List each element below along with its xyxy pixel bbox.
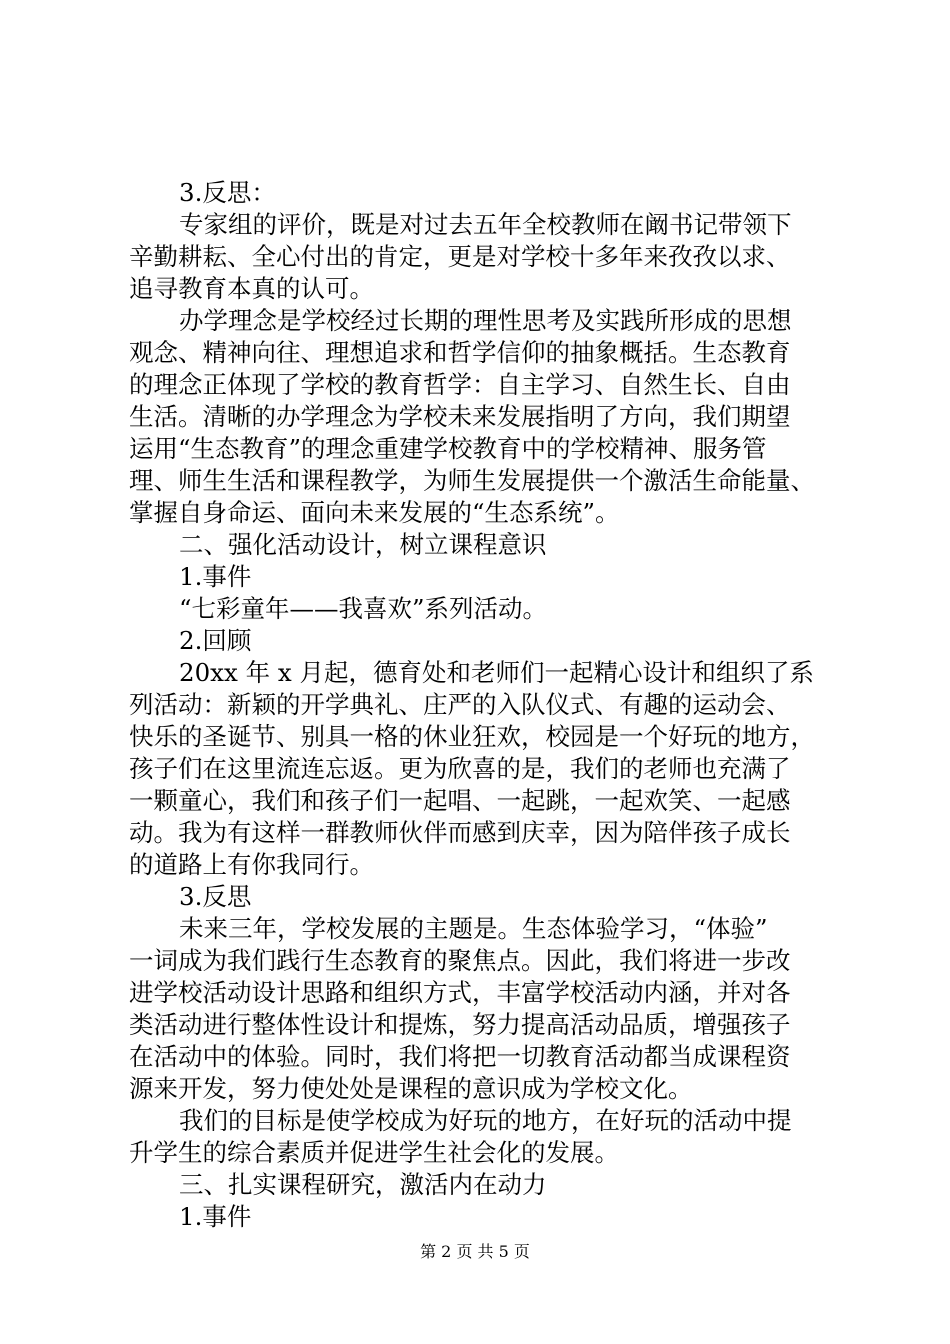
text-line <box>0 817 950 849</box>
text-line <box>0 1105 950 1137</box>
line-text: 源来开发，努力使处处是课程的意识成为学校文化。 <box>129 1074 693 1103</box>
line-text: 1.事件 <box>179 1202 252 1231</box>
text-line <box>0 209 950 241</box>
text-line <box>0 401 950 433</box>
line-text: 的道路上有你我同行。 <box>129 850 374 879</box>
line-text: 辛勤耕耘、全心付出的肯定，更是对学校十多年来孜孜以求、 <box>129 242 791 271</box>
line-text: 的理念正体现了学校的教育哲学：自主学习、自然生长、自由 <box>129 370 791 399</box>
line-text: 在活动中的体验。同时，我们将把一切教育活动都当成课程资 <box>129 1042 791 1071</box>
page-number-footer: 第 2 页 共 5 页 <box>420 1242 530 1261</box>
text-line <box>0 305 950 337</box>
line-text: 3.反思 <box>179 882 252 911</box>
line-text: 理、师生生活和课程教学，为师生发展提供一个激活生命能量、 <box>129 466 815 495</box>
text-line <box>0 1041 950 1073</box>
text-line <box>0 625 950 657</box>
text-line <box>0 1169 950 1201</box>
text-line <box>0 785 950 817</box>
line-text: 列活动：新颖的开学典礼、庄严的入队仪式、有趣的运动会、 <box>129 690 791 719</box>
text-line <box>0 337 950 369</box>
line-text: 运用“生态教育”的理念重建学校教育中的学校精神、服务管 <box>129 434 767 463</box>
line-text: 我们的目标是使学校成为好玩的地方，在好玩的活动中提 <box>179 1106 792 1135</box>
line-text: 一词成为我们践行生态教育的聚焦点。因此，我们将进一步改 <box>129 946 791 975</box>
line-text: 生活。清晰的办学理念为学校未来发展指明了方向，我们期望 <box>129 402 791 431</box>
line-text: 掌握自身命运、面向未来发展的“生态系统”。 <box>129 498 620 527</box>
text-line <box>0 497 950 529</box>
text-line <box>0 721 950 753</box>
text-line <box>0 1073 950 1105</box>
text-line <box>0 945 950 977</box>
line-text: 三、扎实课程研究，激活内在动力 <box>179 1170 547 1199</box>
text-line <box>0 977 950 1009</box>
text-line <box>0 657 950 689</box>
text-line <box>0 433 950 465</box>
line-text: 升学生的综合素质并促进学生社会化的发展。 <box>129 1138 619 1167</box>
text-line <box>0 1201 950 1233</box>
text-line <box>0 369 950 401</box>
line-text: 进学校活动设计思路和组织方式，丰富学校活动内涵，并对各 <box>129 978 791 1007</box>
line-text: 孩子们在这里流连忘返。更为欣喜的是，我们的老师也充满了 <box>129 754 791 783</box>
line-text: 20xx 年 x 月起，德育处和老师们一起精心设计和组织了系 <box>179 658 814 687</box>
text-line <box>0 241 950 273</box>
text-line <box>0 849 950 881</box>
line-text: 追寻教育本真的认可。 <box>129 274 374 303</box>
line-text: 1.事件 <box>179 562 252 591</box>
text-line <box>0 689 950 721</box>
text-line <box>0 753 950 785</box>
line-text: 动。我为有这样一群教师伙伴而感到庆幸，因为陪伴孩子成长 <box>129 818 791 847</box>
line-text: 办学理念是学校经过长期的理性思考及实践所形成的思想 <box>179 306 792 335</box>
text-line <box>0 529 950 561</box>
line-text: 快乐的圣诞节、别具一格的休业狂欢，校园是一个好玩的地方， <box>129 722 815 751</box>
line-text: 2.回顾 <box>179 626 252 655</box>
line-text: 3.反思： <box>179 178 276 207</box>
text-line <box>0 465 950 497</box>
text-line <box>0 177 950 209</box>
line-text: 二、强化活动设计，树立课程意识 <box>179 530 547 559</box>
text-line <box>0 561 950 593</box>
line-text: 未来三年，学校发展的主题是。生态体验学习，“体验” <box>179 914 768 943</box>
text-line <box>0 1009 950 1041</box>
line-text: 类活动进行整体性设计和提炼，努力提高活动品质，增强孩子 <box>129 1010 791 1039</box>
line-text: “七彩童年——我喜欢”系列活动。 <box>179 594 548 623</box>
line-text: 一颗童心，我们和孩子们一起唱、一起跳，一起欢笑、一起感 <box>129 786 791 815</box>
line-text: 专家组的评价，既是对过去五年全校教师在阚书记带领下 <box>179 210 792 239</box>
text-line <box>0 593 950 625</box>
text-line <box>0 1137 950 1169</box>
line-text: 观念、精神向往、理想追求和哲学信仰的抽象概括。生态教育 <box>129 338 791 367</box>
text-line <box>0 273 950 305</box>
text-line <box>0 913 950 945</box>
text-line <box>0 881 950 913</box>
